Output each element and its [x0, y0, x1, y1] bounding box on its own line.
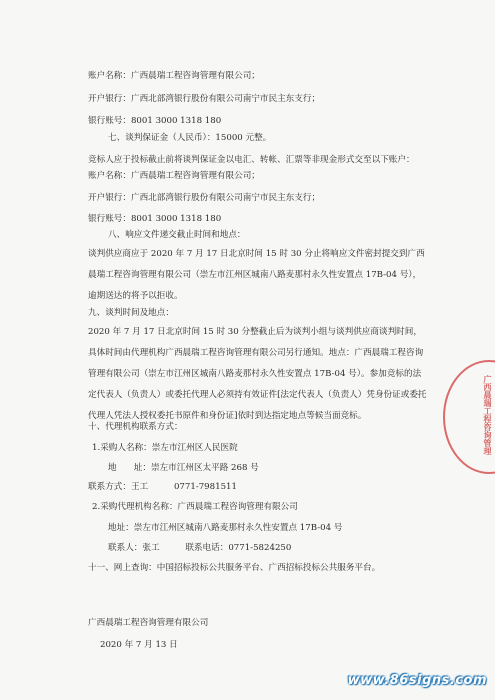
deposit-heading: 七、谈判保证金（人民币）：15000 元整。: [108, 133, 272, 143]
purchaser-address: 地 址：崇左市江州区太平路 268 号: [108, 463, 259, 473]
account-number-2: 银行账号：8001 3000 1318 180: [88, 214, 222, 224]
agency-contact: 联系人：张工 联系电话：0771-5824250: [108, 543, 292, 553]
signature-company: 广西晨瑞工程咨询管理有限公司: [88, 618, 209, 628]
deposit-instruction: 竞标人应于投标截止前将谈判保证金以电汇、转帐、汇票等非现金形式交至以下账户：: [88, 155, 415, 165]
negotiation-paragraph: 2020 年 7 月 17 日北京时间 15 时 30 分整截止后为谈判小组与谈判供应商谈判时间，具体时间由代理机构广西晨瑞工程咨询管理有限公司另行通知。地点：广西晨瑞工程咨询管理有限公司（崇左市江州区城南八路麦那村永久性安置点 17B-04 号）。参加竞标的法定代表人（负责人）或委托代理人必须持有效证件[法定代表人（负责人）凭身份证或委托代理人凭法人授权委托书原件和身份证]依时到达指定地点等候当面竞标。: [88, 327, 427, 421]
account-name-2: 账户名称：广西晨瑞工程咨询管理有限公司；: [88, 171, 260, 181]
contact-heading: 十、代理机构联系方式：: [88, 422, 183, 432]
signature-date: 2020 年 7 月 13 日: [100, 640, 178, 650]
agency-address: 地址：崇左市江州区城南八路麦那村永久性安置点 17B-04 号: [108, 523, 343, 533]
account-number-1: 银行账号：8001 3000 1318 180: [88, 116, 222, 126]
bank-name-1: 开户银行：广西北部湾银行股份有限公司南宁市民主东支行；: [88, 94, 321, 104]
site-watermark: www.86signs.com: [347, 673, 487, 688]
account-name-1: 账户名称：广西晨瑞工程咨询管理有限公司；: [88, 71, 260, 81]
submission-heading: 八、响应文件递交截止时间和地点：: [108, 230, 246, 240]
purchaser-contact: 联系方式：王工 0771-7981511: [88, 482, 237, 492]
bank-name-2: 开户银行：广西北部湾银行股份有限公司南宁市民主东支行；: [88, 193, 321, 203]
purchaser-name: 1.采购人名称：崇左市江州区人民医院: [92, 443, 238, 453]
negotiation-heading: 九、谈判时间及地点：: [88, 308, 174, 318]
submission-paragraph: 谈判供应商应于 2020 年 7 月 17 日北京时间 15 时 30 分止将响应文件密封提交到广西晨瑞工程咨询管理有限公司（崇左市江州区城南八路麦那村永久性安置点 17B-04 号），逾期送达的将予以拒收。: [88, 249, 425, 301]
agency-name: 2.采购代理机构名称：广西晨瑞工程咨询管理有限公司: [92, 502, 298, 512]
online-query: 十一、网上查询：中国招标投标公共服务平台、广西招标投标公共服务平台。: [88, 563, 381, 573]
company-seal-text: 广西晨瑞工程咨询管理: [483, 375, 493, 455]
